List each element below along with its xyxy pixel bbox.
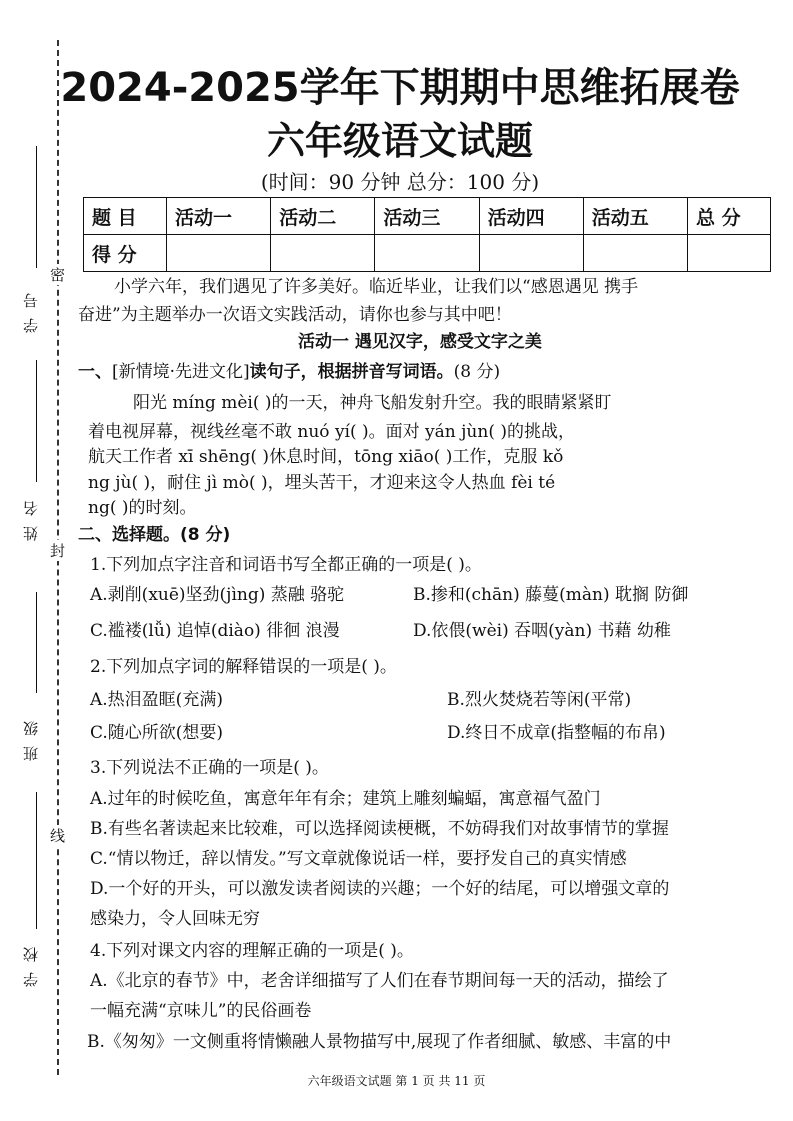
passage-line: 着电视屏幕，视线丝毫不敢 nuó yí( )。面对 yán jùn( )的挑战， (88, 422, 575, 442)
school-blank[interactable] (36, 792, 37, 929)
passage-line: 航天工作者 xī shēng( )休息时间，tōng xiāo( )工作，克服 kǒ (88, 447, 564, 467)
option-b[interactable]: B.烈火焚烧若等闲(平常) (447, 690, 632, 710)
page-footer: 六年级语文试题 第 1 页 共 11 页 (307, 1074, 486, 1088)
option-d-continued: 感染力，令人回味无穷 (90, 909, 260, 929)
row-header: 题 目 (84, 198, 167, 235)
intro-line: 奋进”为主题举办一次语文实践活动，请你也参与其中吧！ (78, 305, 512, 325)
student-id-label: 学号 (22, 283, 40, 333)
time-info: (时间：90 分钟 总分：100 分) (260, 170, 540, 194)
intro-line: 小学六年，我们遇见了许多美好。临近毕业，让我们以“感恩遇见 携手 (114, 277, 639, 297)
score-cell[interactable] (688, 235, 771, 272)
row-header: 得 分 (84, 235, 167, 272)
section-heading (78, 361, 500, 383)
option-b[interactable]: B.有些名著读起来比较难，可以选择阅读梗概，不妨碍我们对故事情节的掌握 (90, 819, 669, 839)
option-d[interactable]: D.终日不成章(指整幅的布帛) (447, 723, 666, 743)
score-cell[interactable] (479, 235, 583, 272)
class-label: 班级 (22, 711, 40, 761)
score-cell[interactable] (271, 235, 375, 272)
table-row (84, 235, 771, 272)
seal-char-mi: 密 (50, 266, 66, 284)
option-a-continued: 一幅充满“京味儿”的民俗画卷 (90, 1001, 312, 1021)
section-title: 读句子，根据拼音写词语。 (249, 362, 454, 382)
seal-char-xian: 线 (50, 827, 66, 845)
section-score: (8 分) (453, 362, 501, 382)
option-a[interactable]: A.热泪盈眶(充满) (90, 690, 223, 710)
section-tag: [新情境·先进文化] (112, 362, 250, 382)
exam-subtitle: 六年级语文试题 (266, 119, 533, 163)
column-header: 活动二 (271, 198, 375, 235)
name-blank[interactable] (36, 360, 37, 482)
passage-line: ng jù( )，耐住 jì mò( )，埋头苦干，才迎来这令人热血 fèi té (88, 473, 556, 493)
option-a[interactable]: A.《北京的春节》中，老舍详细描写了人们在春节期间每一天的活动，描绘了 (90, 971, 669, 991)
score-cell[interactable] (375, 235, 479, 272)
school-label: 学校 (22, 937, 40, 987)
section-heading: 二、选择题。(8 分) (78, 525, 231, 545)
score-cell[interactable] (167, 235, 271, 272)
question-stem: 2.下列加点字词的解释错误的一项是( )。 (90, 657, 397, 677)
section-number: 一、 (78, 362, 112, 382)
option-a[interactable]: A.过年的时候吃鱼，寓意年年有余；建筑上雕刻蝙蝠，寓意福气盈门 (90, 789, 601, 809)
passage-line: 阳光 míng mèi( )的一天，神舟飞船发射升空。我的眼睛紧紧盯 (133, 393, 612, 413)
exam-title: 2024-2025学年下期期中思维拓展卷 (60, 65, 740, 111)
column-header: 活动四 (479, 198, 583, 235)
option-d[interactable]: D.一个好的开头，可以激发读者阅读的兴趣；一个好的结尾，可以增强文章的 (90, 879, 670, 899)
class-blank[interactable] (36, 592, 37, 693)
score-table (83, 197, 771, 272)
score-cell[interactable] (583, 235, 687, 272)
column-header: 总 分 (688, 198, 771, 235)
name-label: 姓名 (22, 491, 40, 541)
option-c[interactable]: C.褴褛(lǚ) 追悼(diào) 徘徊 浪漫 (90, 621, 340, 641)
table-row (84, 198, 771, 235)
column-header: 活动三 (375, 198, 479, 235)
option-b[interactable]: B.掺和(chān) 藤蔓(màn) 耽搁 防御 (413, 585, 689, 605)
option-c[interactable]: C.随心所欲(想要) (90, 723, 224, 743)
column-header: 活动五 (583, 198, 687, 235)
activity-heading: 活动一 遇见汉字，感受文字之美 (298, 332, 542, 352)
option-c[interactable]: C.“情以物迁，辞以情发。”写文章就像说话一样，要抒发自己的真实情感 (90, 849, 627, 869)
question-stem: 1.下列加点字注音和词语书写全都正确的一项是( )。 (90, 555, 482, 575)
column-header: 活动一 (167, 198, 271, 235)
question-stem: 4.下列对课文内容的理解正确的一项是( )。 (90, 941, 414, 961)
seal-char-feng: 封 (50, 542, 66, 560)
option-a[interactable]: A.剥削(xuē)坚劲(jìng) 蒸融 骆驼 (90, 585, 345, 605)
option-b[interactable]: B.《匆匆》一文侧重将情懒融人景物描写中,展现了作者细腻、敏感、丰富的中 (87, 1032, 672, 1052)
option-d[interactable]: D.依偎(wèi) 吞咽(yàn) 书藉 幼稚 (413, 621, 671, 641)
question-stem: 3.下列说法不正确的一项是( )。 (90, 758, 329, 778)
passage-line: ng( )的时刻。 (88, 498, 197, 518)
